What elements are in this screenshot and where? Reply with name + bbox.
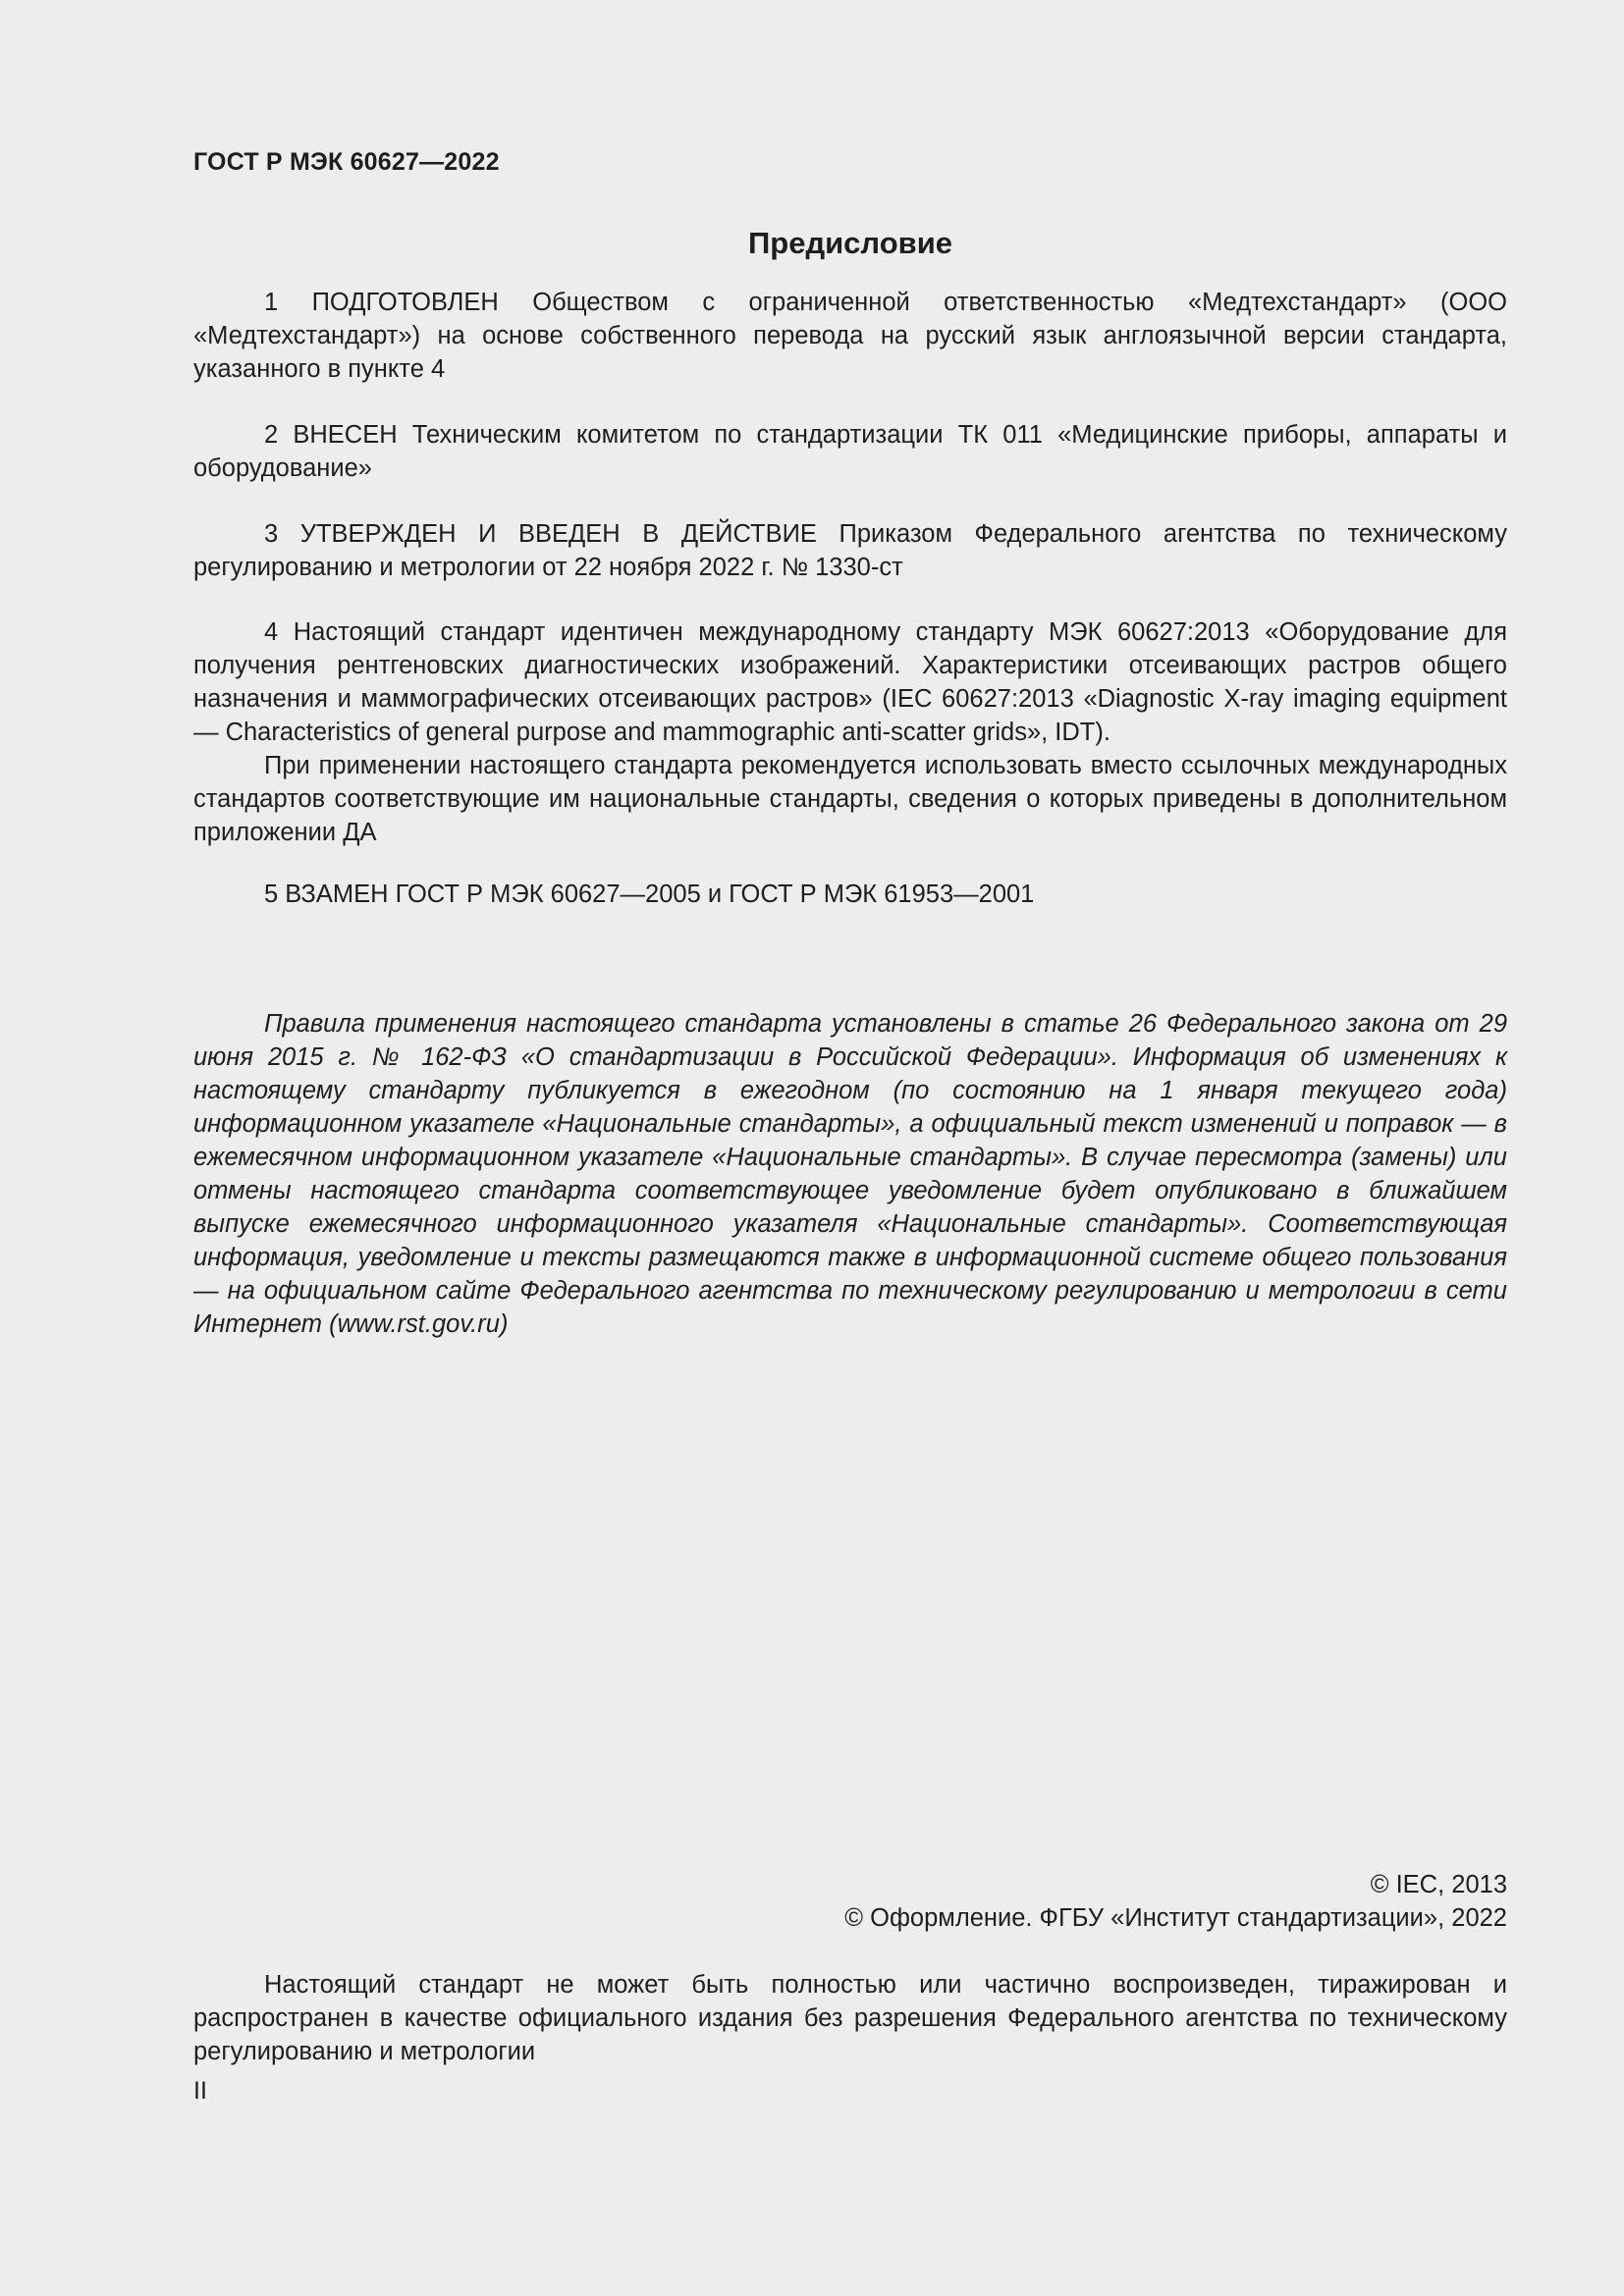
application-rules-notice-text: Правила применения настоящего стандарта установлены в статье 26 Федерального закона от 29 июня 2015 г. № 162-ФЗ «О стандартизации в Российской Федерации». Информация об изменениях к настоящему стандарту публикуется в ежегодном (по состоянию на 1 января текущего года) информационном указателе «Национальные стандарты», а официальный текст изменений и поправок — в ежемесячном информационном указателе «Национальные стандарты». В случае пересмотра (замены) или отмены настоящего стандарта соответствующее уведомление будет опубликовано в ближайшем выпуске ежемесячного информационного указателя «Национальные стандарты». Соответствующая информация, уведомление и тексты размещаются также в информационной системе общего пользования — на официальном сайте Федерального агентства по техническому регулированию и метрологии в сети Интернет (www.rst.gov.ru) xyxy=(193,1010,1507,1338)
application-rules-notice xyxy=(193,1007,1507,1341)
page-title: Предисловие xyxy=(747,226,952,260)
foreword-item-3-text: 3 УТВЕРЖДЕН И ВВЕДЕН В ДЕЙСТВИЕ Приказом Федерального агентства по техническому регулированию и метрологии от 22 ноября 2022 г. № 1330-ст xyxy=(193,520,1507,581)
foreword-item-5-text: 5 ВЗАМЕН ГОСТ Р МЭК 60627—2005 и ГОСТ Р МЭК 61953—2001 xyxy=(264,881,1035,908)
foreword-item-3 xyxy=(193,517,1507,584)
foreword-item-4 xyxy=(193,615,1507,849)
foreword-item-5 xyxy=(193,878,1507,911)
foreword-item-2-text: 2 ВНЕСЕН Техническим комитетом по стандартизации ТК 011 «Медицинские приборы, аппараты и оборудование» xyxy=(193,421,1507,482)
foreword-item-4-note: При применении настоящего стандарта рекомендуется использовать вместо ссылочных международных стандартов соответствующие им национальные стандарты, сведения о которых приведены в дополнительном приложении ДА xyxy=(193,752,1507,846)
foreword-item-1 xyxy=(193,286,1507,386)
foreword-item-1-text: 1 ПОДГОТОВЛЕН Обществом с ограниченной ответственностью «Медтехстандарт» (ООО «Медтехстандарт») на основе собственного перевода на русский язык англоязычной версии стандарта, указанного в пункте 4 xyxy=(193,289,1507,383)
foreword-item-2 xyxy=(193,418,1507,485)
foreword-item-4-text: 4 Настоящий стандарт идентичен международному стандарту МЭК 60627:2013 «Оборудование для получения рентгеновских диагностических изображений. Характеристики отсеивающих растров общего назначения и маммографических отсеивающих растров» (IEC 60627:2013 «Diagnostic X-ray imaging equipment — Characteristics of general purpose and mammographic anti-scatter grids», IDT). xyxy=(193,618,1507,746)
standard-code-header: ГОСТ Р МЭК 60627—2022 xyxy=(193,148,500,176)
copyright-iec: © IEC, 2013 xyxy=(1370,1871,1507,1898)
reproduction-notice-text: Настоящий стандарт не может быть полностью или частично воспроизведен, тиражирован и распространен в качестве официального издания без разрешения Федерального агентства по техническому регулированию и метрологии xyxy=(193,1971,1507,2065)
reproduction-notice xyxy=(193,1968,1507,2068)
copyright-design: © Оформление. ФГБУ «Институт стандартизации», 2022 xyxy=(844,1904,1507,1932)
page-number: II xyxy=(193,2077,207,2105)
